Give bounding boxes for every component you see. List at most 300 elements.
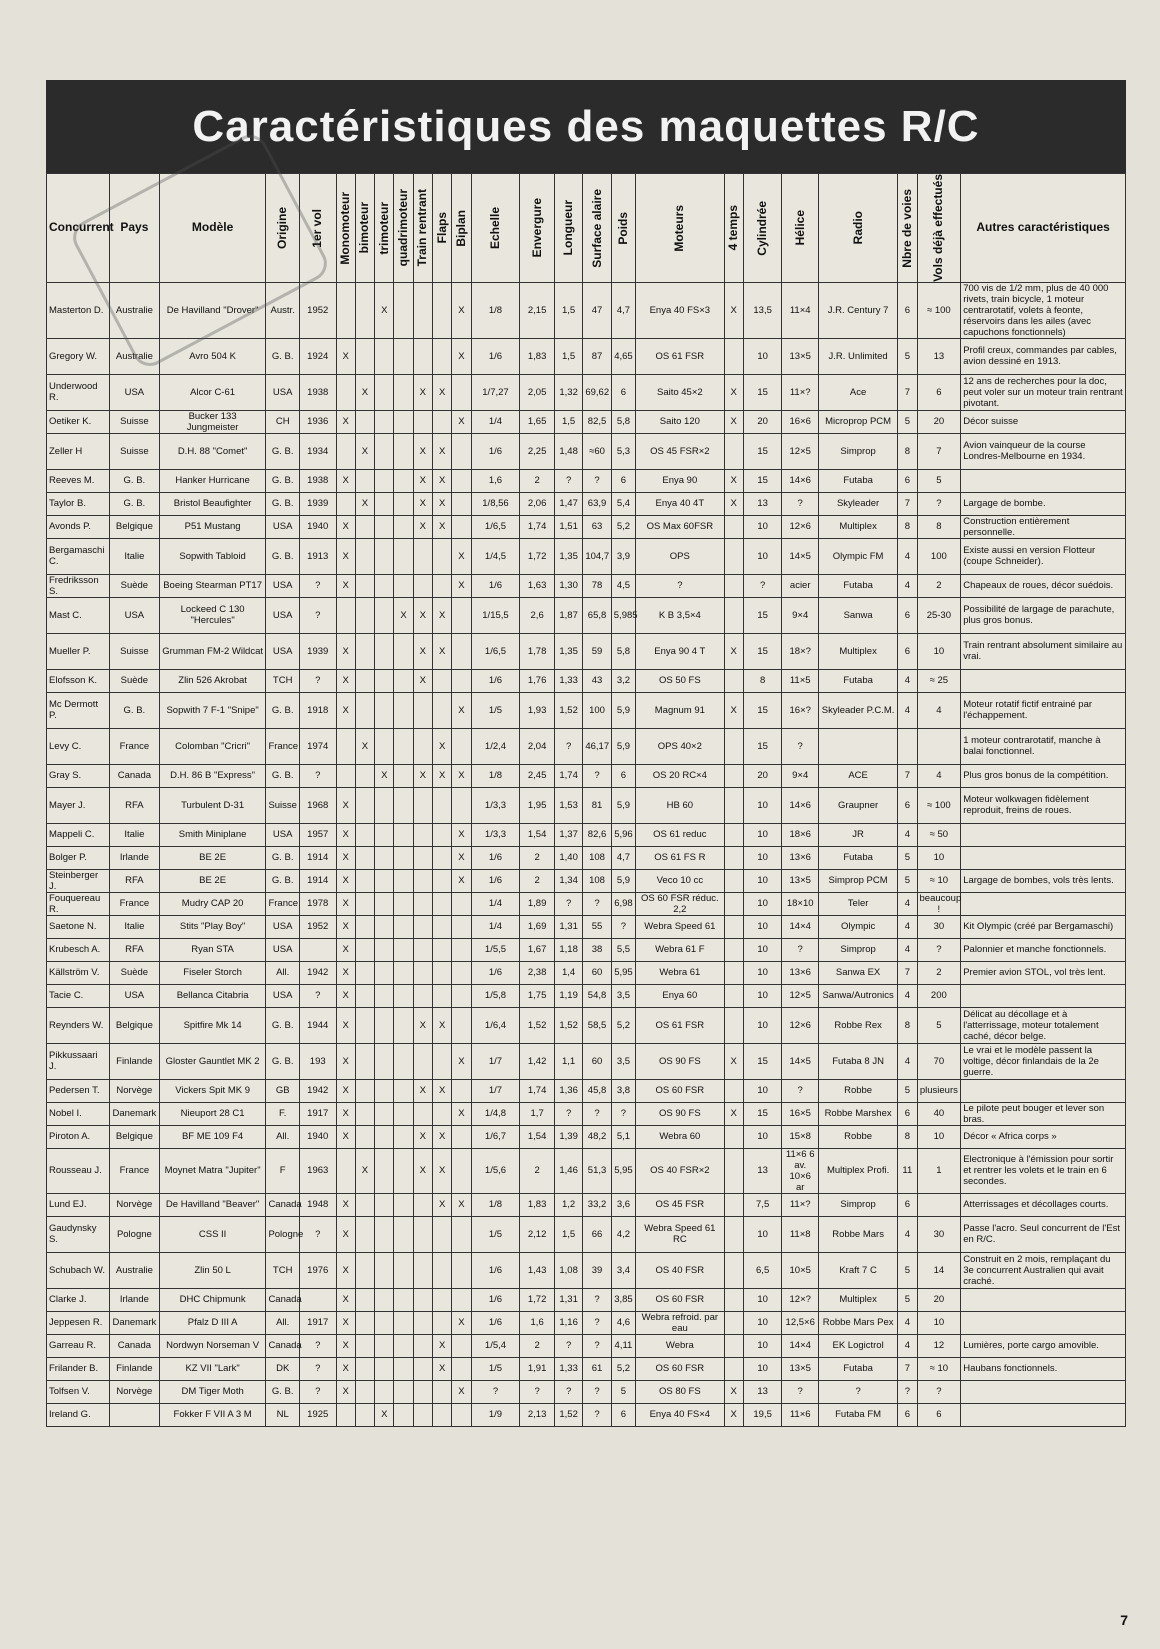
column-header — [355, 174, 374, 283]
table-cell — [433, 1380, 452, 1403]
table-cell — [336, 433, 355, 469]
table-cell: Nobel I. — [47, 1102, 110, 1125]
table-cell: 2,15 — [520, 282, 555, 338]
table-cell: 1,67 — [520, 938, 555, 961]
table-cell — [433, 846, 452, 869]
table-cell — [413, 846, 432, 869]
table-cell: 1 moteur contrarotatif, manche à balai fonctionnel. — [961, 728, 1126, 764]
table-cell: Irlande — [109, 846, 159, 869]
table-cell — [394, 374, 413, 410]
table-row — [47, 574, 1126, 597]
table-cell: X — [336, 961, 355, 984]
table-cell: GB — [266, 1079, 300, 1102]
table-cell — [375, 1334, 394, 1357]
table-cell — [961, 892, 1126, 915]
table-cell: 87 — [583, 338, 611, 374]
table-cell: 30 — [917, 1216, 961, 1252]
table-cell: OS 61 FS R — [636, 846, 724, 869]
table-cell: ≈ 25 — [917, 669, 961, 692]
table-cell: Mudry CAP 20 — [159, 892, 266, 915]
table-cell — [452, 633, 471, 669]
table-cell: 13×5 — [782, 1357, 819, 1380]
table-cell: 1,95 — [520, 787, 555, 823]
table-cell: ? — [554, 892, 582, 915]
table-cell: 5 — [898, 1288, 917, 1311]
table-cell: 12×6 — [782, 1007, 819, 1043]
table-cell: Futaba — [818, 469, 897, 492]
table-cell: D.H. 88 "Comet" — [159, 433, 266, 469]
table-cell: ? — [782, 1380, 819, 1403]
table-cell: NL — [266, 1403, 300, 1426]
table-cell — [724, 1125, 743, 1148]
table-cell: 14×5 — [782, 538, 819, 574]
table-cell: 700 vis de 1/2 mm, plus de 40 000 rivets, train bicycle, 1 moteur centrarotatif, volets à feonte, réservoirs dans les ailes (avec capuchons fonctionnels) — [961, 282, 1126, 338]
table-cell: 4 — [898, 574, 917, 597]
table-cell: Kraft 7 C — [818, 1252, 897, 1288]
table-cell: 1,63 — [520, 574, 555, 597]
table-cell: Futaba FM — [818, 1403, 897, 1426]
table-cell: 1,5 — [554, 1216, 582, 1252]
table-cell: G. B. — [266, 764, 300, 787]
table-cell: Décor « Africa corps » — [961, 1125, 1126, 1148]
table-cell — [394, 1252, 413, 1288]
table-cell: 10 — [743, 1311, 782, 1334]
table-cell: De Havilland "Drover" — [159, 282, 266, 338]
table-cell — [375, 538, 394, 574]
table-cell: Haubans fonctionnels. — [961, 1357, 1126, 1380]
table-cell — [394, 469, 413, 492]
table-cell: 2,04 — [520, 728, 555, 764]
table-row — [47, 692, 1126, 728]
table-cell: 69,62 — [583, 374, 611, 410]
table-cell — [433, 1288, 452, 1311]
table-cell: ? — [299, 597, 336, 633]
table-cell: X — [336, 1043, 355, 1079]
table-cell: X — [452, 1193, 471, 1216]
table-cell: Fouquereau R. — [47, 892, 110, 915]
table-cell: 15 — [743, 1102, 782, 1125]
table-cell: Spitfire Mk 14 — [159, 1007, 266, 1043]
column-header-label: Cylindrée — [755, 200, 770, 256]
column-header-label: Origine — [275, 206, 290, 249]
table-cell: Sanwa/Autronics — [818, 984, 897, 1007]
table-cell — [375, 1311, 394, 1334]
table-cell: G. B. — [266, 692, 300, 728]
table-cell — [452, 915, 471, 938]
table-cell: 5,2 — [611, 515, 635, 538]
table-cell: RFA — [109, 938, 159, 961]
table-cell: 1,53 — [554, 787, 582, 823]
table-cell: Enya 60 — [636, 984, 724, 1007]
table-cell: 78 — [583, 574, 611, 597]
table-cell: Steinberger J. — [47, 869, 110, 892]
table-cell: 4 — [898, 938, 917, 961]
table-cell: 1,52 — [554, 1403, 582, 1426]
table-cell — [452, 1403, 471, 1426]
table-cell: X — [336, 574, 355, 597]
table-row — [47, 984, 1126, 1007]
table-cell: ? — [917, 492, 961, 515]
table-cell: 1918 — [299, 692, 336, 728]
table-cell — [394, 787, 413, 823]
table-cell — [961, 846, 1126, 869]
table-cell: 1957 — [299, 823, 336, 846]
table-cell — [355, 846, 374, 869]
table-cell — [724, 984, 743, 1007]
table-cell: Pikkussaari J. — [47, 1043, 110, 1079]
table-cell: 4 — [898, 892, 917, 915]
table-cell: Bellanca Citabria — [159, 984, 266, 1007]
table-cell: 1/4,8 — [471, 1102, 520, 1125]
table-cell: 1,46 — [554, 1148, 582, 1193]
table-cell: USA — [266, 515, 300, 538]
table-cell: D.H. 86 B "Express" — [159, 764, 266, 787]
table-cell — [961, 823, 1126, 846]
table-cell: Mappeli C. — [47, 823, 110, 846]
table-cell: 65,8 — [583, 597, 611, 633]
table-cell — [433, 984, 452, 1007]
table-cell — [433, 574, 452, 597]
table-cell: 1,54 — [520, 1125, 555, 1148]
table-cell: 60 — [583, 961, 611, 984]
table-cell: 9×4 — [782, 764, 819, 787]
table-cell: 12 ans de recherches pour la doc, peut voler sur un moteur train rentrant pivotant. — [961, 374, 1126, 410]
table-cell — [394, 1148, 413, 1193]
table-cell: Plus gros bonus de la compétition. — [961, 764, 1126, 787]
table-cell — [413, 984, 432, 1007]
table-cell — [375, 938, 394, 961]
column-header — [583, 174, 611, 283]
column-header — [898, 174, 917, 283]
table-cell: plusieurs — [917, 1079, 961, 1102]
table-cell: Webra Speed 61 RC — [636, 1216, 724, 1252]
table-cell: 6 — [917, 374, 961, 410]
table-cell: 1939 — [299, 633, 336, 669]
table-cell — [413, 410, 432, 433]
table-cell: Krubesch A. — [47, 938, 110, 961]
table-cell: OS 60 FSR — [636, 1079, 724, 1102]
table-cell: All. — [266, 961, 300, 984]
table-row — [47, 1334, 1126, 1357]
table-cell: Jeppesen R. — [47, 1311, 110, 1334]
table-cell: 10 — [743, 1288, 782, 1311]
table-cell — [433, 961, 452, 984]
table-cell: Bergamaschi C. — [47, 538, 110, 574]
table-cell: All. — [266, 1125, 300, 1148]
table-cell: Tolfsen V. — [47, 1380, 110, 1403]
column-header — [724, 174, 743, 283]
table-cell: Futaba — [818, 1357, 897, 1380]
table-cell: Avonds P. — [47, 515, 110, 538]
table-cell: 82,5 — [583, 410, 611, 433]
table-cell — [375, 433, 394, 469]
table-cell: 14×6 — [782, 469, 819, 492]
table-cell — [413, 1288, 432, 1311]
column-header — [743, 174, 782, 283]
table-cell — [394, 1102, 413, 1125]
table-cell: 13 — [743, 1380, 782, 1403]
table-cell: 7,5 — [743, 1193, 782, 1216]
table-cell: K B 3,5×4 — [636, 597, 724, 633]
table-cell: X — [452, 823, 471, 846]
table-cell: ? — [583, 1288, 611, 1311]
table-cell — [452, 597, 471, 633]
table-cell — [355, 823, 374, 846]
page-title: Caractéristiques des maquettes R/C — [46, 80, 1126, 173]
table-cell: USA — [266, 633, 300, 669]
table-cell: 14×4 — [782, 1334, 819, 1357]
column-header — [782, 174, 819, 283]
table-cell — [109, 1403, 159, 1426]
table-cell: X — [433, 728, 452, 764]
table-cell: ? — [554, 469, 582, 492]
table-cell: 15 — [743, 433, 782, 469]
table-cell — [452, 1357, 471, 1380]
table-cell: 1,76 — [520, 669, 555, 692]
table-cell: ? — [917, 938, 961, 961]
table-cell: ? — [299, 1357, 336, 1380]
table-cell: X — [724, 1102, 743, 1125]
table-cell: X — [724, 410, 743, 433]
table-cell: 40 — [917, 1102, 961, 1125]
table-cell: ? — [583, 1311, 611, 1334]
table-cell: 18×10 — [782, 892, 819, 915]
table-cell: Bolger P. — [47, 846, 110, 869]
table-cell: Reynders W. — [47, 1007, 110, 1043]
table-cell — [452, 515, 471, 538]
table-cell: Ace — [818, 374, 897, 410]
table-cell: X — [336, 692, 355, 728]
table-cell — [355, 1252, 374, 1288]
table-cell: X — [355, 728, 374, 764]
table-cell: 1,72 — [520, 538, 555, 574]
table-cell: 1939 — [299, 492, 336, 515]
table-cell — [394, 1288, 413, 1311]
table-cell — [724, 1311, 743, 1334]
table-cell: 1924 — [299, 338, 336, 374]
table-cell — [724, 1357, 743, 1380]
table-cell — [375, 1380, 394, 1403]
table-cell: Rousseau J. — [47, 1148, 110, 1193]
column-header-label: quadrimoteur — [396, 189, 411, 267]
table-cell: 5 — [898, 410, 917, 433]
table-cell: 1,16 — [554, 1311, 582, 1334]
table-cell: Austr. — [266, 282, 300, 338]
table-cell: 1,35 — [554, 538, 582, 574]
table-cell — [961, 984, 1126, 1007]
table-cell: 1/5,5 — [471, 938, 520, 961]
table-cell: France — [109, 1148, 159, 1193]
table-cell: X — [336, 823, 355, 846]
table-cell — [355, 538, 374, 574]
table-cell: 1/5,6 — [471, 1148, 520, 1193]
table-cell: Bristol Beaufighter — [159, 492, 266, 515]
table-row — [47, 1079, 1126, 1102]
table-cell: 70 — [917, 1043, 961, 1079]
table-cell: ? — [583, 1380, 611, 1403]
table-cell: Norvège — [109, 1079, 159, 1102]
table-cell: 1/6 — [471, 961, 520, 984]
table-cell: G. B. — [266, 1043, 300, 1079]
table-cell: 1,51 — [554, 515, 582, 538]
page-sheet — [46, 80, 1126, 1427]
table-cell: 2 — [520, 1148, 555, 1193]
table-cell — [433, 338, 452, 374]
table-cell: Reeves M. — [47, 469, 110, 492]
table-cell — [433, 692, 452, 728]
table-cell: 1,48 — [554, 433, 582, 469]
table-cell — [433, 538, 452, 574]
table-cell: 1940 — [299, 515, 336, 538]
column-header: Modèle — [159, 174, 266, 283]
table-cell: X — [336, 892, 355, 915]
table-cell: X — [336, 410, 355, 433]
table-cell: ? — [299, 669, 336, 692]
table-cell: Existe aussi en version Flotteur (coupe Schneider). — [961, 538, 1126, 574]
table-cell — [375, 915, 394, 938]
table-row — [47, 492, 1126, 515]
table-cell: 1940 — [299, 1125, 336, 1148]
table-cell: Microprop PCM — [818, 410, 897, 433]
table-cell — [452, 1252, 471, 1288]
table-cell — [355, 892, 374, 915]
table-cell: Vickers Spit MK 9 — [159, 1079, 266, 1102]
table-cell: 10 — [917, 846, 961, 869]
table-row — [47, 787, 1126, 823]
table-cell: 18×? — [782, 633, 819, 669]
table-cell: EK Logictrol — [818, 1334, 897, 1357]
table-cell: Gaudynsky S. — [47, 1216, 110, 1252]
table-cell: Avro 504 K — [159, 338, 266, 374]
table-cell: 1,36 — [554, 1079, 582, 1102]
table-cell: 1942 — [299, 961, 336, 984]
table-cell: J.R. Century 7 — [818, 282, 897, 338]
table-cell: 2 — [917, 574, 961, 597]
table-cell: ≈ 50 — [917, 823, 961, 846]
table-cell: ? — [554, 1380, 582, 1403]
table-cell: G. B. — [266, 846, 300, 869]
table-cell: Saito 120 — [636, 410, 724, 433]
table-cell: 1/4 — [471, 915, 520, 938]
table-row — [47, 374, 1126, 410]
table-row — [47, 892, 1126, 915]
table-cell: Suède — [109, 669, 159, 692]
table-cell: X — [433, 764, 452, 787]
table-cell: X — [452, 574, 471, 597]
table-cell: 1917 — [299, 1311, 336, 1334]
table-cell: Largage de bombes, vols très lents. — [961, 869, 1126, 892]
table-cell: 6 — [611, 374, 635, 410]
table-cell: 15 — [743, 692, 782, 728]
table-cell: 3,5 — [611, 1043, 635, 1079]
table-cell: ? — [818, 1380, 897, 1403]
table-cell: 1938 — [299, 374, 336, 410]
table-cell: 66 — [583, 1216, 611, 1252]
table-cell — [394, 1311, 413, 1334]
table-cell: 4 — [898, 823, 917, 846]
column-header — [266, 174, 300, 283]
table-cell: Taylor B. — [47, 492, 110, 515]
table-cell: Construction entièrement personnelle. — [961, 515, 1126, 538]
column-header-label: Longueur — [561, 200, 576, 256]
table-cell: 1,1 — [554, 1043, 582, 1079]
table-cell: Suisse — [109, 633, 159, 669]
table-cell: 10×5 — [782, 1252, 819, 1288]
table-cell: 33,2 — [583, 1193, 611, 1216]
table-cell: G. B. — [266, 433, 300, 469]
table-cell: 1,40 — [554, 846, 582, 869]
table-cell: 1/6 — [471, 338, 520, 374]
table-cell — [413, 938, 432, 961]
table-cell: Belgique — [109, 1125, 159, 1148]
table-cell: 5,9 — [611, 787, 635, 823]
table-cell: X — [336, 915, 355, 938]
table-cell: 4 — [898, 984, 917, 1007]
table-cell — [452, 728, 471, 764]
table-cell — [375, 1125, 394, 1148]
table-cell — [898, 728, 917, 764]
table-cell: ≈ 100 — [917, 282, 961, 338]
table-cell: 1/7,27 — [471, 374, 520, 410]
table-cell — [394, 538, 413, 574]
table-cell: Boeing Stearman PT17 — [159, 574, 266, 597]
table-cell — [375, 728, 394, 764]
table-cell: 1,72 — [520, 1288, 555, 1311]
table-cell: 1,74 — [520, 1079, 555, 1102]
table-cell — [375, 787, 394, 823]
table-cell: OPS 40×2 — [636, 728, 724, 764]
table-cell — [413, 1043, 432, 1079]
table-cell — [433, 1403, 452, 1426]
table-cell: 1/6,5 — [471, 515, 520, 538]
table-cell — [452, 1148, 471, 1193]
table-cell: 1/7 — [471, 1079, 520, 1102]
table-cell: Robbe — [818, 1079, 897, 1102]
table-cell: 1,4 — [554, 961, 582, 984]
table-cell: 1,19 — [554, 984, 582, 1007]
table-cell: X — [452, 282, 471, 338]
column-header — [375, 174, 394, 283]
table-cell: Finlande — [109, 1043, 159, 1079]
table-cell: 1948 — [299, 1193, 336, 1216]
table-cell: 2,12 — [520, 1216, 555, 1252]
table-cell: G. B. — [266, 338, 300, 374]
table-cell: Australie — [109, 1252, 159, 1288]
table-cell — [433, 869, 452, 892]
table-cell — [413, 282, 432, 338]
table-cell: 1,52 — [554, 692, 582, 728]
table-cell: X — [452, 846, 471, 869]
table-cell: 12×5 — [782, 984, 819, 1007]
table-cell: X — [413, 374, 432, 410]
table-cell: 1,83 — [520, 1193, 555, 1216]
table-cell — [433, 282, 452, 338]
table-cell — [336, 374, 355, 410]
table-row — [47, 915, 1126, 938]
table-cell: 16×5 — [782, 1102, 819, 1125]
table-cell — [355, 1193, 374, 1216]
table-cell: 1/5 — [471, 1216, 520, 1252]
table-cell — [724, 938, 743, 961]
column-header-label: Monomoteur — [338, 191, 353, 265]
table-cell — [394, 1125, 413, 1148]
table-cell: 1/6 — [471, 1311, 520, 1334]
table-cell: 55 — [583, 915, 611, 938]
table-cell: 8 — [917, 515, 961, 538]
table-cell: 4,6 — [611, 1311, 635, 1334]
table-cell: 2,6 — [520, 597, 555, 633]
table-cell: 13 — [917, 338, 961, 374]
